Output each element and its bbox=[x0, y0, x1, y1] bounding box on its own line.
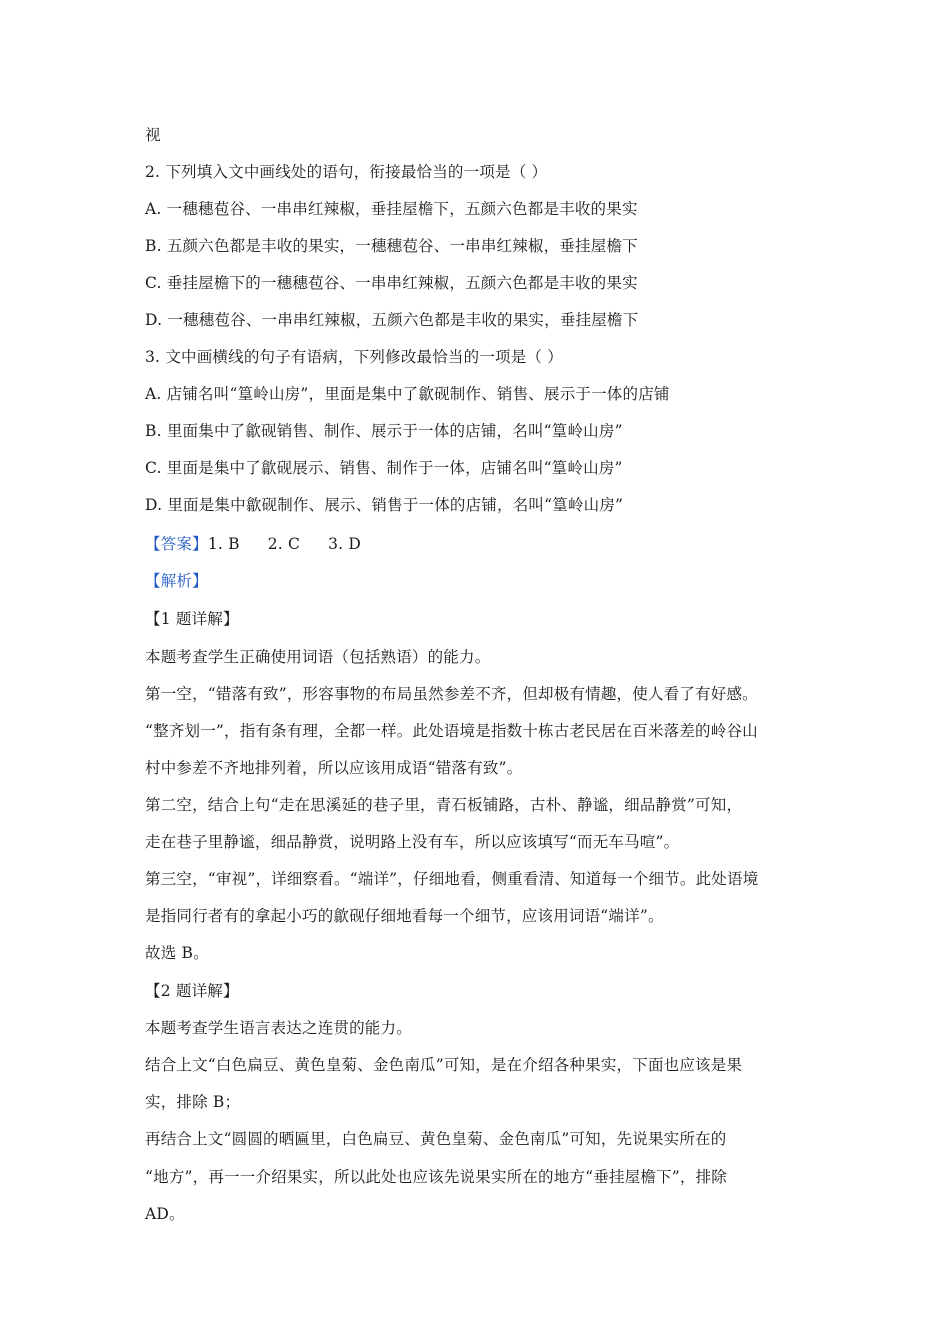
q3-option-a: A. 店铺名叫“篁岭山房”，里面是集中了歙砚制作、销售、展示于一体的店铺 bbox=[145, 385, 670, 403]
section-heading-1: 【1 题详解】 bbox=[145, 610, 239, 628]
paragraph-line: “整齐划一”，指有条有理，全都一样。此处语境是指数十栋古老民居在百米落差的岭谷山 bbox=[145, 722, 758, 740]
q2-option-c: C. 垂挂屋檐下的一穗穗苞谷、一串串红辣椒，五颜六色都是丰收的果实 bbox=[145, 274, 638, 292]
question-2: 2. 下列填入文中画线处的语句，衔接最恰当的一项是（ ） bbox=[145, 163, 548, 181]
answer-item: 3. D bbox=[328, 535, 362, 553]
paragraph-line: 本题考查学生语言表达之连贯的能力。 bbox=[145, 1019, 412, 1037]
paragraph-line: “地方”，再一一介绍果实，所以此处也应该先说果实所在的地方“垂挂屋檐下”，排除 bbox=[145, 1168, 727, 1186]
paragraph-line: 走在巷子里静谧，细品静赏，说明路上没有车，所以应该填写“而无车马喧”。 bbox=[145, 833, 680, 851]
answer-item: 1. B bbox=[207, 535, 240, 553]
paragraph-line: 本题考查学生正确使用词语（包括熟语）的能力。 bbox=[145, 648, 491, 666]
question-3: 3. 文中画横线的句子有语病，下列修改最恰当的一项是（ ） bbox=[145, 348, 563, 366]
answer-item: 2. C bbox=[267, 535, 301, 553]
section-heading-2: 【2 题详解】 bbox=[145, 982, 239, 1000]
paragraph-line: 村中参差不齐地排列着，所以应该用成语“错落有致”。 bbox=[145, 759, 523, 777]
q2-option-d: D. 一穗穗苞谷、一串串红辣椒，五颜六色都是丰收的果实，垂挂屋檐下 bbox=[145, 311, 639, 329]
paragraph-line: 第三空，“审视”，详细察看。“端详”，仔细地看，侧重看清、知道每一个细节。此处语境 bbox=[145, 870, 759, 888]
paragraph-line: 实，排除 B； bbox=[145, 1093, 241, 1111]
q3-option-c: C. 里面是集中了歙砚展示、销售、制作于一体，店铺名叫“篁岭山房” bbox=[145, 459, 623, 477]
q2-option-a: A. 一穗穗苞谷、一串串红辣椒，垂挂屋檐下，五颜六色都是丰收的果实 bbox=[145, 200, 638, 218]
paragraph-line: 再结合上文“圆圆的晒匾里，白色扁豆、黄色皇菊、金色南瓜”可知，先说果实所在的 bbox=[145, 1130, 727, 1148]
paragraph-line: 第一空，“错落有致”，形容事物的布局虽然参差不齐，但却极有情趣，使人看了有好感。 bbox=[145, 685, 758, 703]
q3-option-d: D. 里面是集中歙砚制作、展示、销售于一体的店铺，名叫“篁岭山房” bbox=[145, 496, 624, 514]
answer-line bbox=[145, 533, 361, 555]
analysis-tag: 【解析】 bbox=[145, 572, 208, 590]
paragraph-line: 第二空，结合上句“走在思溪延的巷子里，青石板铺路，古朴、静谧，细品静赏”可知， bbox=[145, 796, 743, 814]
q2-option-b: B. 五颜六色都是丰收的果实，一穗穗苞谷、一串串红辣椒，垂挂屋檐下 bbox=[145, 237, 638, 255]
paragraph-line: 是指同行者有的拿起小巧的歙砚仔细地看每一个细节，应该用词语“端详”。 bbox=[145, 907, 664, 925]
paragraph-line: AD。 bbox=[145, 1205, 185, 1223]
text-line: 视 bbox=[145, 126, 161, 144]
q3-option-b: B. 里面集中了歙砚销售、制作、展示于一体的店铺，名叫“篁岭山房” bbox=[145, 422, 623, 440]
answer-tag: 【答案】 bbox=[145, 535, 208, 553]
paragraph-line: 故选 B。 bbox=[145, 944, 209, 962]
paragraph-line: 结合上文“白色扁豆、黄色皇菊、金色南瓜”可知，是在介绍各种果实，下面也应该是果 bbox=[145, 1056, 743, 1074]
